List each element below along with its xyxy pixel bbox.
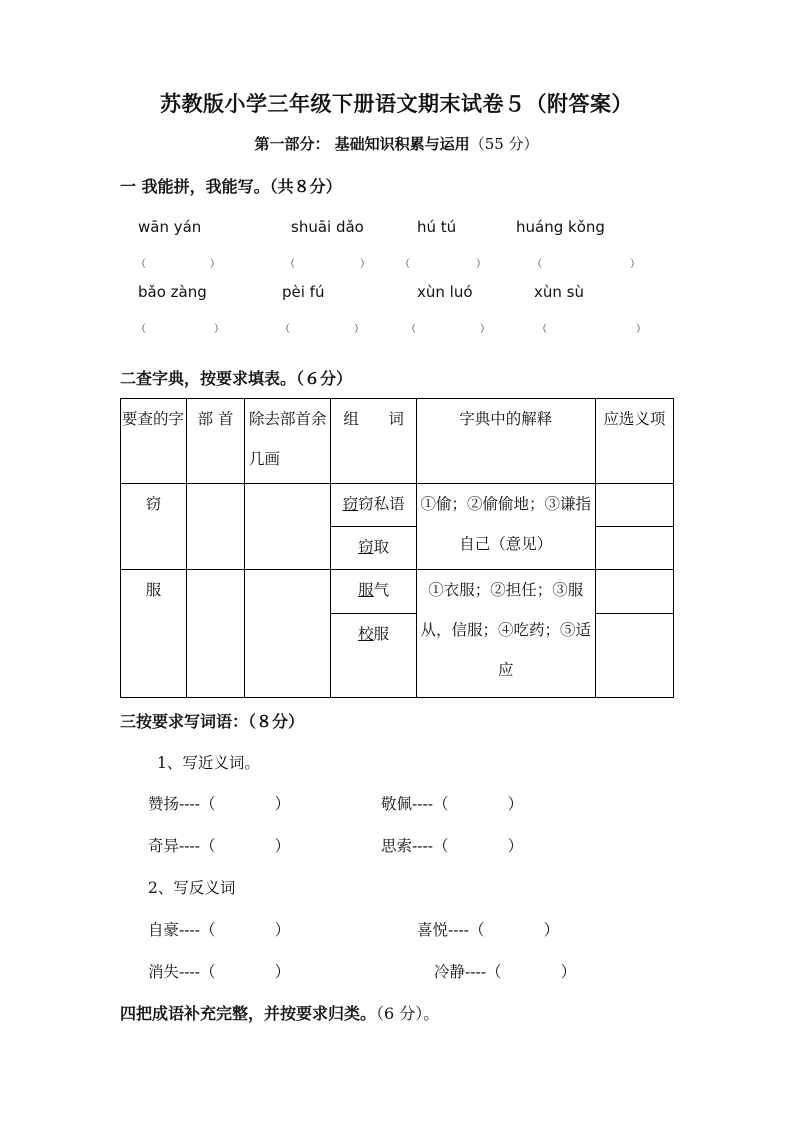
word-cell [331, 527, 416, 570]
answer-paren-close: ） [354, 324, 364, 335]
choice-answer-cell[interactable] [595, 527, 673, 570]
pinyin-4: huáng kǒng [516, 218, 605, 236]
pinyin-5: bǎo zàng [138, 283, 207, 301]
radical-answer-cell[interactable] [187, 570, 245, 698]
header-choice: 应选义项 [595, 399, 673, 484]
explanation-cell: ①偷；②偷偷地；③谦指自己（意见） [416, 484, 595, 570]
part-score: （55 分） [469, 135, 539, 153]
strokes-answer-cell[interactable] [245, 484, 331, 570]
pinyin-3: hú tú [417, 218, 457, 236]
word-cell [331, 484, 416, 527]
word-cell [331, 570, 416, 614]
answer-paren-close: ） [214, 324, 224, 335]
char-cell: 窃 [121, 484, 187, 570]
word-rest: 取 [373, 538, 390, 556]
header-strokes: 除去部首余几画 [245, 399, 331, 484]
answer-paren-close: ） [630, 259, 640, 270]
answer-paren-open[interactable]: （ [285, 259, 295, 270]
pinyin-7: xùn luó [417, 283, 473, 301]
part-subtitle [0, 133, 793, 154]
antonym-item[interactable]: 自豪----（ ） [148, 921, 291, 939]
synonym-item[interactable]: 敬佩----（ ） [381, 795, 524, 813]
word-target-char: 服 [358, 581, 374, 599]
synonym-item[interactable]: 赞扬----（ ） [148, 795, 291, 813]
antonym-item[interactable]: 消失----（ ） [148, 963, 291, 981]
header-char: 要查的字 [121, 399, 187, 484]
answer-paren-open[interactable]: （ [280, 324, 290, 335]
header-explanation: 字典中的解释 [416, 399, 595, 484]
synonym-item[interactable]: 思索----（ ） [381, 837, 524, 855]
answer-paren-close: ） [210, 259, 220, 270]
choice-answer-cell[interactable] [595, 614, 673, 698]
radical-answer-cell[interactable] [187, 484, 245, 570]
synonym-item[interactable]: 奇异----（ ） [148, 837, 291, 855]
pinyin-8: xùn sù [534, 283, 584, 301]
word-rest: 气 [373, 581, 390, 599]
antonym-subheading: 2、写反义词 [148, 879, 236, 897]
word-rest: 服 [373, 625, 390, 643]
section1-heading: 一 我能拼，我能写。（共８分） [120, 177, 342, 196]
answer-paren-open[interactable]: （ [537, 324, 547, 335]
word-cell [331, 614, 416, 698]
choice-answer-cell[interactable] [595, 570, 673, 614]
antonym-item[interactable]: 喜悦----（ ） [417, 921, 560, 939]
word-target-char: 窃 [358, 538, 374, 556]
header-radical: 部 首 [187, 399, 245, 484]
pinyin-1: wān yán [138, 218, 202, 236]
section4-title: 四把成语补充完整，并按要求归类。 [120, 1004, 377, 1023]
answer-paren-open[interactable]: （ [400, 259, 410, 270]
pinyin-2: shuāi dǎo [291, 218, 364, 236]
answer-paren-open[interactable]: （ [532, 259, 542, 270]
pinyin-6: pèi fú [282, 283, 325, 301]
answer-paren-close: ） [636, 324, 646, 335]
section4-score: （6 分）。 [376, 1004, 440, 1023]
answer-paren-open[interactable]: （ [406, 324, 416, 335]
strokes-answer-cell[interactable] [245, 570, 331, 698]
page-title: 苏教版小学三年级下册语文期末试卷５（附答案） [160, 91, 633, 116]
word-target-char: 校 [358, 625, 374, 643]
explanation-cell: ①衣服；②担任；③服从，信服；④吃药；⑤适应 [416, 570, 595, 698]
word-target-char: 窃 [342, 495, 359, 513]
answer-paren-close: ） [360, 259, 370, 270]
answer-paren-open[interactable]: （ [136, 259, 146, 270]
header-words: 组 词 [331, 399, 416, 484]
choice-answer-cell[interactable] [595, 484, 673, 527]
antonym-item[interactable]: 冷静----（ ） [434, 963, 577, 981]
answer-paren-close: ） [476, 259, 486, 270]
word-rest: 窃私语 [358, 495, 405, 513]
section2-heading: 二查字典，按要求填表。（６分） [120, 369, 353, 388]
char-cell: 服 [121, 570, 187, 698]
synonym-subheading: 1、写近义词。 [157, 754, 260, 772]
dictionary-table [120, 398, 674, 698]
section4-heading [120, 1001, 439, 1024]
part-name: 第一部分： 基础知识积累与运用 [254, 135, 470, 153]
section3-heading: 三按要求写词语：（８分） [120, 712, 305, 731]
answer-paren-open[interactable]: （ [136, 324, 146, 335]
answer-paren-close: ） [480, 324, 490, 335]
